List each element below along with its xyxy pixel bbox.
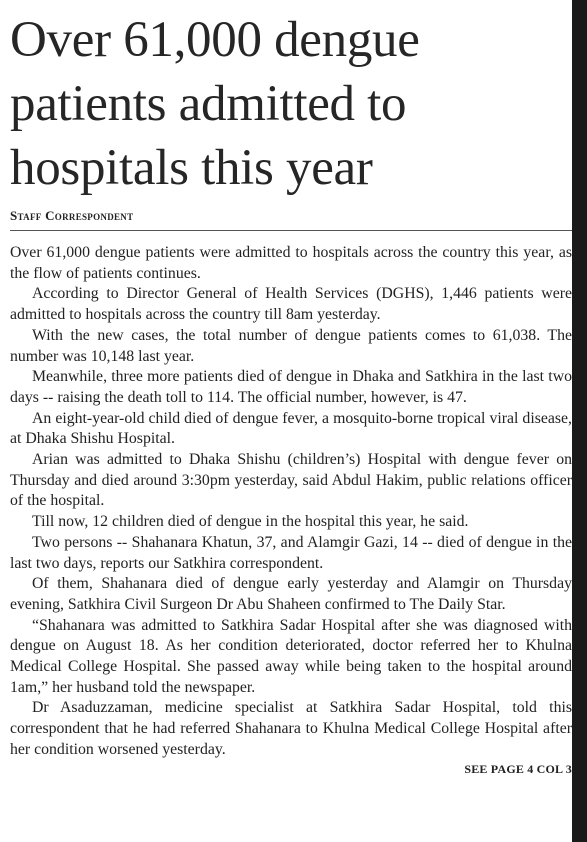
paragraph: Till now, 12 children died of dengue in the hospital this year, he said. [32, 513, 469, 531]
paragraph: An eight-year-old child died of dengue fever, a mosquito-borne tropical viral disease, at Dhaka Shishu Hospital. [10, 409, 572, 448]
paragraph: Dr Asaduzzaman, medicine specialist at Satkhira Sadar Hospital, told this correspondent that he had referred Shahanara to Khulna Medical College Hospital after her condition worsened yesterday. [10, 699, 572, 758]
paragraph: According to Director General of Health Services (DGHS), 1,446 patients were admitted to hospitals across the country till 8am yesterday. [10, 285, 572, 324]
headline-line: patients admitted to [10, 76, 407, 132]
byline: Staff Correspondent [10, 208, 572, 231]
paragraph: Meanwhile, three more patients died of dengue in Dhaka and Satkhira in the last two days -- raising the death toll to 114. The official number, however, is 47. [10, 368, 572, 406]
paragraph: With the new cases, the total number of dengue patients comes to 61,038. The number was 10,148 last year. [10, 326, 572, 365]
headline-line: Over 61,000 dengue [10, 12, 420, 68]
page-edge [572, 0, 587, 842]
paragraph: Arian was admitted to Dhaka Shishu (children’s) Hospital with dengue fever on Thursday and died around 3:30pm yesterday, said Abdul Hakim, public relations officer of the hospital. [10, 451, 572, 510]
headline-line: hospitals this year [10, 140, 373, 196]
paragraph: Two persons -- Shahanara Khatun, 37, and Alamgir Gazi, 14 -- died of dengue in the last two days, reports our Satkhira correspondent. [10, 533, 572, 572]
article-body [10, 243, 572, 761]
jump-line: SEE PAGE 4 COL 3 [464, 761, 572, 776]
paragraph: Over 61,000 dengue patients were admitted to hospitals across the country this year, as the flow of patients continues. [10, 244, 572, 282]
news-article [10, 8, 572, 777]
paragraph: “Shahanara was admitted to Satkhira Sadar Hospital after she was diagnosed with dengue on August 18. As her condition deteriorated, doctor referred her to Khulna Medical College Hospital. She passed away while being taken to the hospital around 1am,” her husband told the newspaper. [10, 616, 572, 696]
headline [10, 8, 572, 200]
paragraph: Of them, Shahanara died of dengue early yesterday and Alamgir on Thursday evening, Satkhira Civil Surgeon Dr Abu Shaheen confirmed to The Daily Star. [10, 575, 572, 613]
